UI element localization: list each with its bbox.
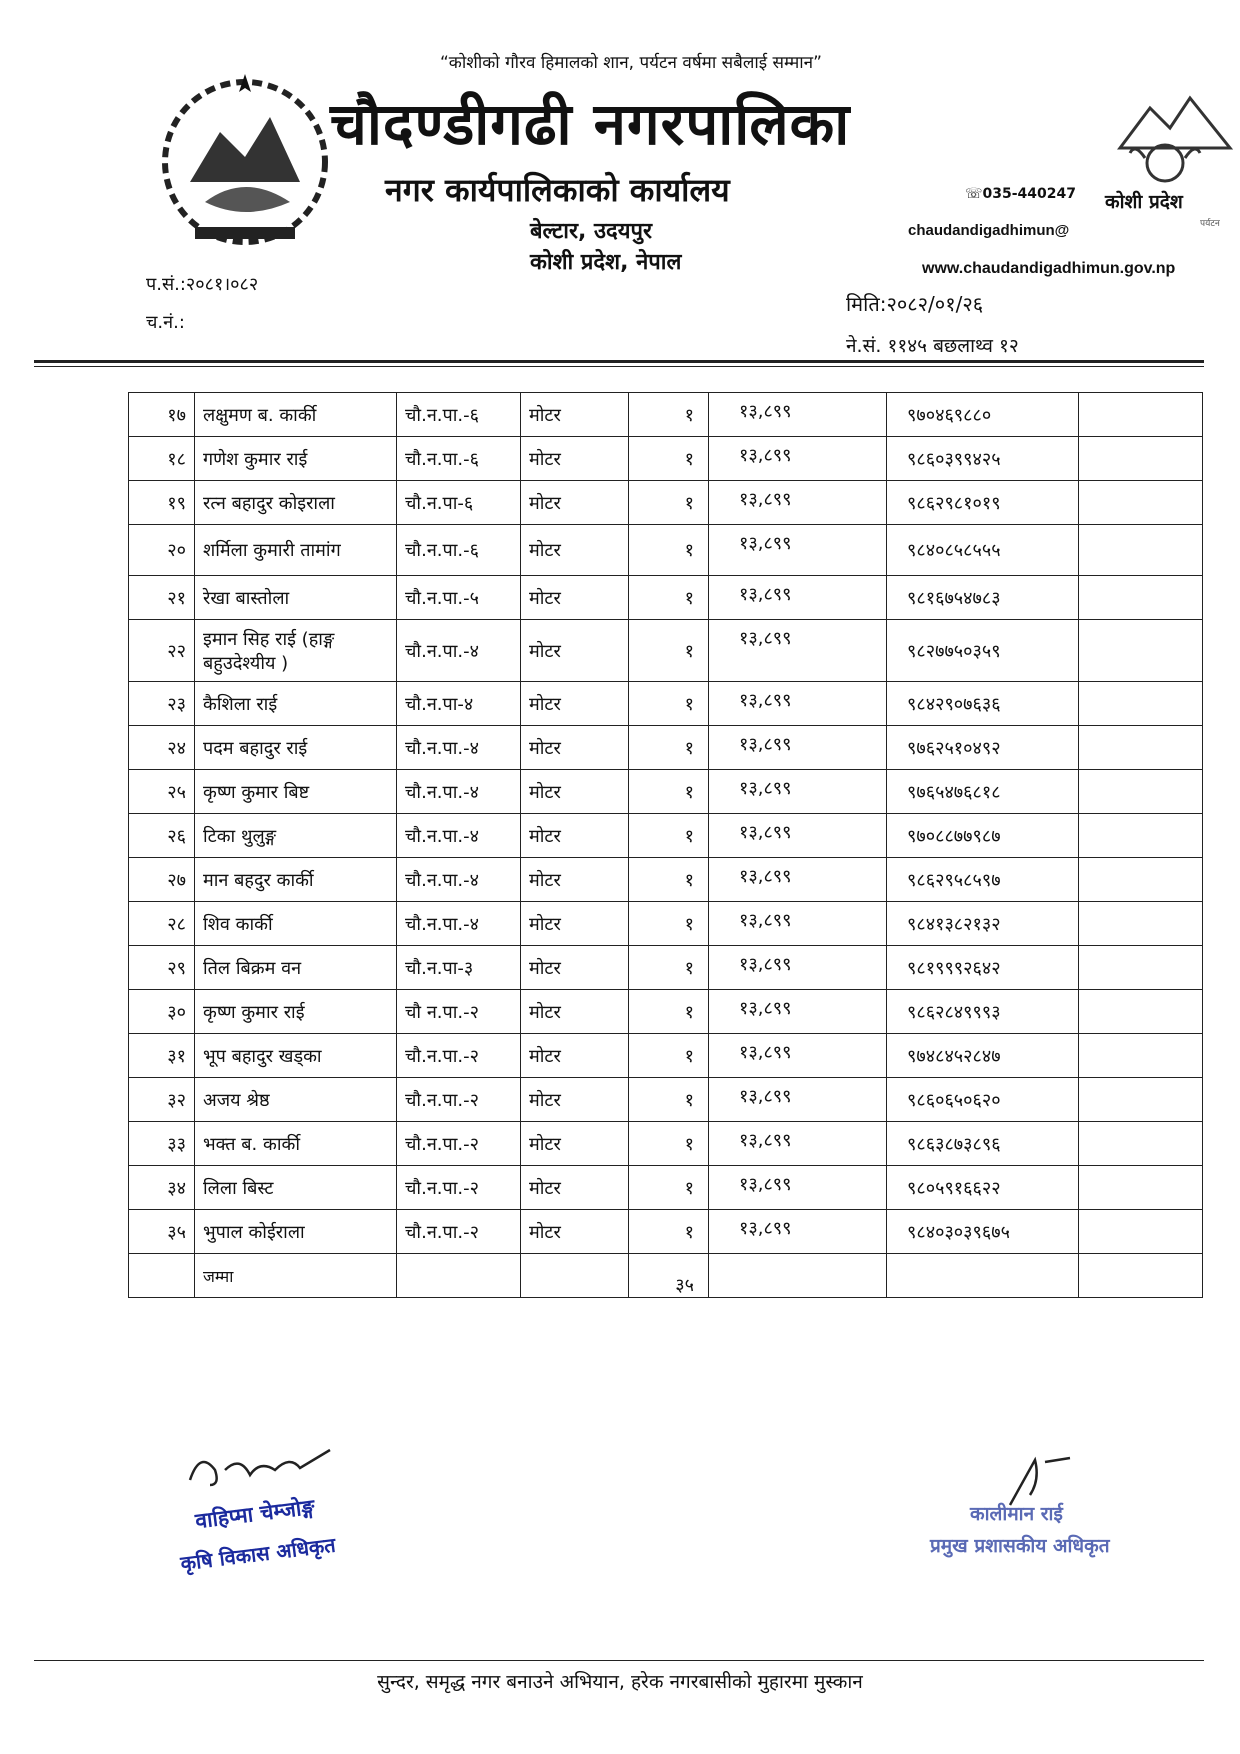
serial-number-cell: १७ xyxy=(129,393,195,437)
contact-cell: ९८४१३८२१३२ xyxy=(887,902,1079,946)
quantity-cell: १ xyxy=(629,902,709,946)
amount-cell: १३,८९९ xyxy=(709,726,887,770)
address-cell: चौ.न.पा.-४ xyxy=(397,814,521,858)
address-cell: चौ.न.पा.-४ xyxy=(397,902,521,946)
table-row xyxy=(129,814,1203,858)
total-label: जम्मा xyxy=(195,1254,397,1298)
reference-number: प.सं.:२०८१।०८२ xyxy=(146,274,259,295)
address-cell: चौ.न.पा.-५ xyxy=(397,576,521,620)
province-logo-label: कोशी प्रदेश xyxy=(1105,191,1183,213)
serial-number-cell: २० xyxy=(129,525,195,576)
amount-cell: १३,८९९ xyxy=(709,770,887,814)
table-row xyxy=(129,393,1203,437)
total-quantity: ३५ xyxy=(629,1254,709,1298)
contact-cell: ९८०५९१६६२२ xyxy=(887,1166,1079,1210)
serial-number-cell: २६ xyxy=(129,814,195,858)
remarks-cell xyxy=(1079,814,1203,858)
table-row xyxy=(129,682,1203,726)
remarks-cell xyxy=(1079,858,1203,902)
address-cell: चौ.न.पा.-६ xyxy=(397,525,521,576)
left-signature-mark xyxy=(180,1440,340,1500)
item-cell: मोटर xyxy=(521,1122,629,1166)
serial-number-cell: ३३ xyxy=(129,1122,195,1166)
amount-cell: १३,८९९ xyxy=(709,525,887,576)
province-logo-subtext: पर्यटन xyxy=(1200,219,1220,229)
quantity-cell: १ xyxy=(629,1078,709,1122)
address-line-1: बेल्टार, उदयपुर xyxy=(530,219,652,244)
name-cell: गणेश कुमार राई xyxy=(195,437,397,481)
nepal-emblem-icon xyxy=(150,62,340,252)
remarks-cell xyxy=(1079,525,1203,576)
quantity-cell: १ xyxy=(629,1166,709,1210)
address-cell: चौ.न.पा.-६ xyxy=(397,393,521,437)
name-cell: शिव कार्की xyxy=(195,902,397,946)
quantity-cell: १ xyxy=(629,682,709,726)
table-row xyxy=(129,1078,1203,1122)
name-cell: पदम बहादुर राई xyxy=(195,726,397,770)
remarks-cell xyxy=(1079,726,1203,770)
table-row xyxy=(129,1210,1203,1254)
table-row xyxy=(129,525,1203,576)
serial-number-cell: २९ xyxy=(129,946,195,990)
footer-divider xyxy=(34,1660,1204,1661)
serial-number-cell: २३ xyxy=(129,682,195,726)
remarks-cell xyxy=(1079,946,1203,990)
contact-cell: ९७०८८७७९८७ xyxy=(887,814,1079,858)
remarks-cell xyxy=(1079,437,1203,481)
serial-number-cell: २८ xyxy=(129,902,195,946)
contact-cell: ९८६०३९९४२५ xyxy=(887,437,1079,481)
letter-date: मिति:२०८२/०१/२६ xyxy=(846,292,984,316)
table-row xyxy=(129,1034,1203,1078)
table-row xyxy=(129,1166,1203,1210)
name-cell: भूप बहादुर खड्का xyxy=(195,1034,397,1078)
right-signatory-name: कालीमान राई xyxy=(970,1503,1063,1525)
amount-cell: १३,८९९ xyxy=(709,481,887,525)
quantity-cell: १ xyxy=(629,990,709,1034)
address-cell: चौ.न.पा.-२ xyxy=(397,1210,521,1254)
name-cell: टिका थुलुङ्ग xyxy=(195,814,397,858)
item-cell: मोटर xyxy=(521,525,629,576)
amount-cell: १३,८९९ xyxy=(709,858,887,902)
name-cell: कृष्ण कुमार बिष्ट xyxy=(195,770,397,814)
item-cell: मोटर xyxy=(521,620,629,682)
item-cell: मोटर xyxy=(521,902,629,946)
table-row xyxy=(129,481,1203,525)
remarks-cell xyxy=(1079,1210,1203,1254)
quantity-cell: १ xyxy=(629,1122,709,1166)
name-cell: रत्न बहादुर कोइराला xyxy=(195,481,397,525)
amount-cell: १३,८९९ xyxy=(709,393,887,437)
contact-cell: ९८१९९९२६४२ xyxy=(887,946,1079,990)
amount-cell: १३,८९९ xyxy=(709,946,887,990)
address-cell: चौ न.पा.-२ xyxy=(397,990,521,1034)
quantity-cell: १ xyxy=(629,726,709,770)
quantity-cell: १ xyxy=(629,576,709,620)
total-row xyxy=(129,1254,1203,1298)
serial-number-cell: ३१ xyxy=(129,1034,195,1078)
email-address: chaudandigadhimun@ xyxy=(908,222,1070,239)
address-cell: चौ.न.पा.-४ xyxy=(397,858,521,902)
remarks-cell xyxy=(1079,770,1203,814)
quantity-cell: १ xyxy=(629,858,709,902)
empty-cell xyxy=(1079,1254,1203,1298)
serial-number-cell: ३४ xyxy=(129,1166,195,1210)
item-cell: मोटर xyxy=(521,393,629,437)
contact-cell: ९७०४६९८८० xyxy=(887,393,1079,437)
serial-number-cell: १८ xyxy=(129,437,195,481)
quantity-cell: १ xyxy=(629,525,709,576)
empty-cell xyxy=(129,1254,195,1298)
remarks-cell xyxy=(1079,620,1203,682)
contact-cell: ९८६२९५८५९७ xyxy=(887,858,1079,902)
name-cell: रेखा बास्तोला xyxy=(195,576,397,620)
item-cell: मोटर xyxy=(521,814,629,858)
amount-cell: १३,८९९ xyxy=(709,1210,887,1254)
serial-number-cell: २७ xyxy=(129,858,195,902)
empty-cell xyxy=(397,1254,521,1298)
name-cell: लिला बिस्ट xyxy=(195,1166,397,1210)
name-cell: मान बहदुर कार्की xyxy=(195,858,397,902)
name-cell: शर्मिला कुमारी तामांग xyxy=(195,525,397,576)
quantity-cell: १ xyxy=(629,1034,709,1078)
left-signatory-name: वाहिप्मा चेम्जोङ्ग xyxy=(193,1494,316,1534)
amount-cell: १३,८९९ xyxy=(709,990,887,1034)
item-cell: मोटर xyxy=(521,770,629,814)
amount-cell: १३,८९९ xyxy=(709,620,887,682)
amount-cell: १३,८९९ xyxy=(709,437,887,481)
amount-cell: १३,८९९ xyxy=(709,1078,887,1122)
table-row xyxy=(129,902,1203,946)
serial-number-cell: ३० xyxy=(129,990,195,1034)
address-cell: चौ.न.पा.-४ xyxy=(397,620,521,682)
beneficiary-table xyxy=(128,392,1203,1298)
contact-cell: ९८६२९८१०१९ xyxy=(887,481,1079,525)
table-row xyxy=(129,990,1203,1034)
contact-cell: ९८२७७५०३५९ xyxy=(887,620,1079,682)
amount-cell: १३,८९९ xyxy=(709,814,887,858)
header-divider-thin xyxy=(34,366,1204,367)
table-row xyxy=(129,620,1203,682)
serial-number-cell: २५ xyxy=(129,770,195,814)
address-cell: चौ.न.पा-४ xyxy=(397,682,521,726)
header-divider xyxy=(34,360,1204,363)
item-cell: मोटर xyxy=(521,682,629,726)
left-signatory-title: कृषि विकास अधिकृत xyxy=(179,1532,337,1576)
address-line-2: कोशी प्रदेश, नेपाल xyxy=(530,250,682,275)
item-cell: मोटर xyxy=(521,437,629,481)
contact-cell: ९८४०८५८५५५ xyxy=(887,525,1079,576)
contact-cell: ९८६२८४९९९३ xyxy=(887,990,1079,1034)
contact-cell: ९७६५४७६८१८ xyxy=(887,770,1079,814)
quantity-cell: १ xyxy=(629,437,709,481)
remarks-cell xyxy=(1079,902,1203,946)
quantity-cell: १ xyxy=(629,1210,709,1254)
item-cell: मोटर xyxy=(521,946,629,990)
name-cell: भक्त ब. कार्की xyxy=(195,1122,397,1166)
contact-cell: ९८६०६५०६२० xyxy=(887,1078,1079,1122)
remarks-cell xyxy=(1079,990,1203,1034)
contact-cell: ९७६२५१०४९२ xyxy=(887,726,1079,770)
item-cell: मोटर xyxy=(521,1166,629,1210)
serial-number-cell: ३५ xyxy=(129,1210,195,1254)
item-cell: मोटर xyxy=(521,858,629,902)
address-cell: चौ.न.पा.-२ xyxy=(397,1166,521,1210)
serial-number-cell: २४ xyxy=(129,726,195,770)
remarks-cell xyxy=(1079,576,1203,620)
empty-cell xyxy=(521,1254,629,1298)
office-name: नगर कार्यपालिकाको कार्यालय xyxy=(385,171,730,209)
contact-cell: ९८६३८७३८९६ xyxy=(887,1122,1079,1166)
quantity-cell: १ xyxy=(629,481,709,525)
remarks-cell xyxy=(1079,1034,1203,1078)
name-cell: कैशिला राई xyxy=(195,682,397,726)
amount-cell: १३,८९९ xyxy=(709,1122,887,1166)
item-cell: मोटर xyxy=(521,726,629,770)
name-cell: इमान सिह राई (हाङ्ग बहुउदेश्यीय ) xyxy=(195,620,397,682)
chalan-number: च.नं.: xyxy=(146,312,185,333)
table-row xyxy=(129,858,1203,902)
address-cell: चौ.न.पा.-२ xyxy=(397,1078,521,1122)
right-signatory-title: प्रमुख प्रशासकीय अधिकृत xyxy=(930,1535,1110,1557)
remarks-cell xyxy=(1079,393,1203,437)
phone-number: ☏035-440247 xyxy=(965,186,1076,202)
item-cell: मोटर xyxy=(521,1034,629,1078)
quantity-cell: १ xyxy=(629,620,709,682)
amount-cell: १३,८९९ xyxy=(709,682,887,726)
name-cell: कृष्ण कुमार राई xyxy=(195,990,397,1034)
website-link[interactable]: www.chaudandigadhimun.gov.np xyxy=(922,260,1176,277)
remarks-cell xyxy=(1079,1166,1203,1210)
serial-number-cell: २२ xyxy=(129,620,195,682)
org-name: चौदण्डीगढी नगरपालिका xyxy=(330,90,851,158)
address-cell: चौ.न.पा.-२ xyxy=(397,1122,521,1166)
quantity-cell: १ xyxy=(629,946,709,990)
item-cell: मोटर xyxy=(521,481,629,525)
contact-cell: ९८४२९०७६३६ xyxy=(887,682,1079,726)
serial-number-cell: २१ xyxy=(129,576,195,620)
amount-cell: १३,८९९ xyxy=(709,1034,887,1078)
table-row xyxy=(129,576,1203,620)
amount-cell: १३,८९९ xyxy=(709,902,887,946)
quantity-cell: १ xyxy=(629,770,709,814)
address-cell: चौ.न.पा.-४ xyxy=(397,770,521,814)
remarks-cell xyxy=(1079,682,1203,726)
item-cell: मोटर xyxy=(521,1078,629,1122)
remarks-cell xyxy=(1079,1078,1203,1122)
address-cell: चौ.न.पा.-२ xyxy=(397,1034,521,1078)
table-row xyxy=(129,946,1203,990)
table-row xyxy=(129,437,1203,481)
amount-cell: १३,८९९ xyxy=(709,576,887,620)
address-cell: चौ.न.पा-३ xyxy=(397,946,521,990)
item-cell: मोटर xyxy=(521,990,629,1034)
name-cell: अजय श्रेष्ठ xyxy=(195,1078,397,1122)
serial-number-cell: १९ xyxy=(129,481,195,525)
name-cell: भुपाल कोईराला xyxy=(195,1210,397,1254)
table-row xyxy=(129,1122,1203,1166)
amount-cell: १३,८९९ xyxy=(709,1166,887,1210)
quantity-cell: १ xyxy=(629,393,709,437)
remarks-cell xyxy=(1079,1122,1203,1166)
item-cell: मोटर xyxy=(521,1210,629,1254)
footer-slogan: सुन्दर, समृद्ध नगर बनाउने अभियान, हरेक नगरबासीको मुहारमा मुस्कान xyxy=(377,1671,863,1693)
contact-cell: ९८४०३०३९६७५ xyxy=(887,1210,1079,1254)
name-cell: लक्षुमण ब. कार्की xyxy=(195,393,397,437)
nepal-sambat-date: ने.सं. ११४५ बछलाथ्व १२ xyxy=(846,335,1019,357)
remarks-cell xyxy=(1079,481,1203,525)
serial-number-cell: ३२ xyxy=(129,1078,195,1122)
address-cell: चौ.न.पा-६ xyxy=(397,481,521,525)
address-cell: चौ.न.पा.-६ xyxy=(397,437,521,481)
item-cell: मोटर xyxy=(521,576,629,620)
contact-cell: ९७४८४५२८४७ xyxy=(887,1034,1079,1078)
empty-cell xyxy=(709,1254,887,1298)
table-row xyxy=(129,770,1203,814)
address-cell: चौ.न.पा.-४ xyxy=(397,726,521,770)
name-cell: तिल बिक्रम वन xyxy=(195,946,397,990)
quantity-cell: १ xyxy=(629,814,709,858)
contact-cell: ९८१६७५४७८३ xyxy=(887,576,1079,620)
table-row xyxy=(129,726,1203,770)
header-slogan: “कोशीको गौरव हिमालको शान, पर्यटन वर्षमा सबैलाई सम्मान” xyxy=(440,53,822,73)
empty-cell xyxy=(887,1254,1079,1298)
